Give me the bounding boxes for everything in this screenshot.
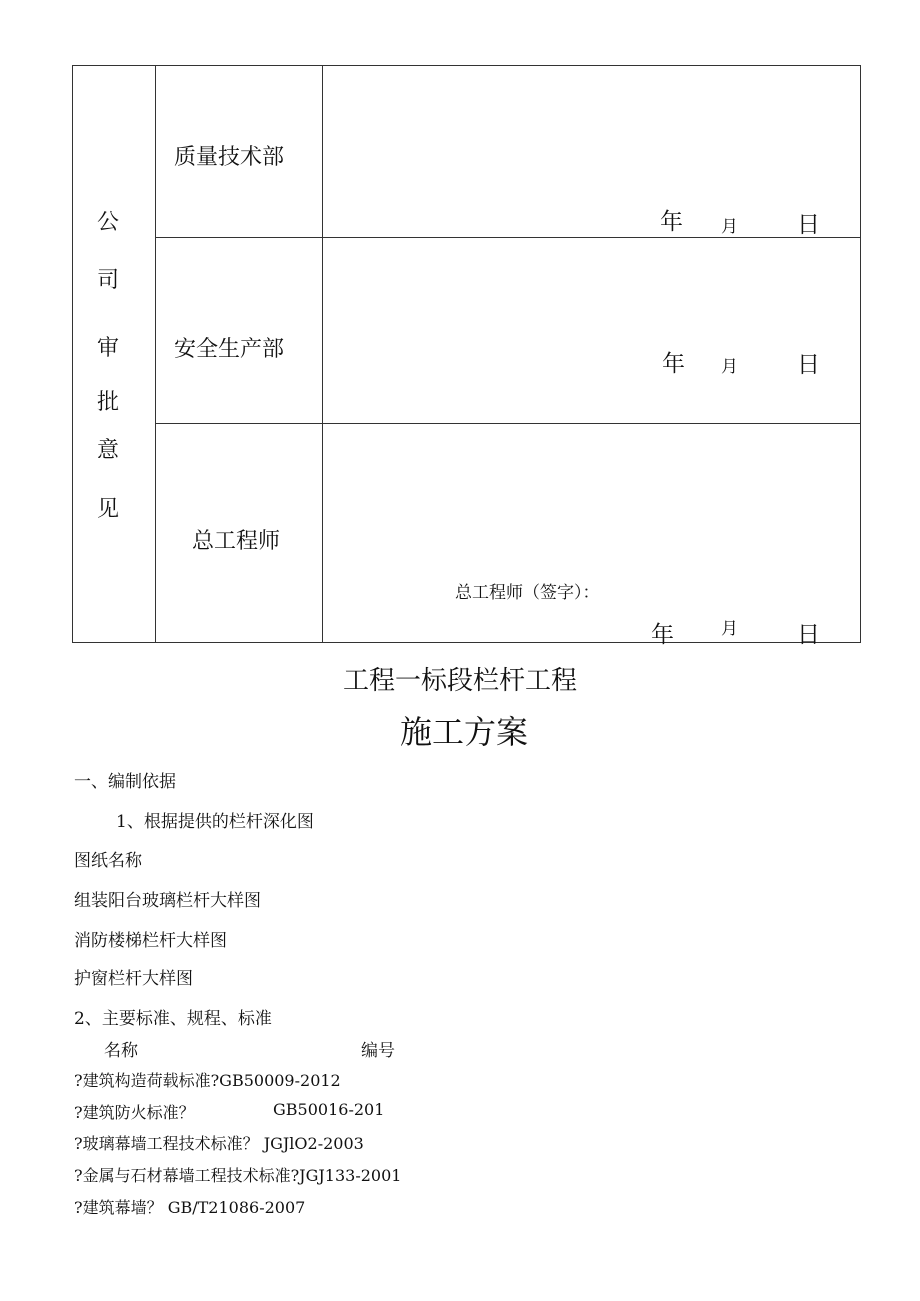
date-month: 月 (721, 619, 738, 639)
list-item: 1、根据提供的栏杆深化图 (116, 812, 314, 832)
standard-name: ?玻璃幕墙工程技术标准？ (74, 1134, 259, 1153)
table-border-left (72, 65, 73, 643)
vertical-heading-char: 司 (97, 268, 120, 293)
vertical-heading-char: 审 (97, 336, 120, 361)
standard-code: JGJ133-2001 (299, 1166, 402, 1185)
table-border-top (72, 65, 861, 66)
standard-name: ?建筑构造荷载标准? (74, 1071, 220, 1090)
standard-code: GB50009-2012 (219, 1071, 341, 1090)
standard-name: ?建筑幕墙？ (74, 1198, 163, 1217)
date-day: 日 (797, 352, 820, 378)
dept-label-chief-engineer: 总工程师 (192, 529, 281, 554)
vertical-heading-char: 批 (97, 390, 120, 415)
standard-row (74, 1195, 305, 1218)
vertical-heading-char: 见 (97, 497, 120, 522)
drawings-heading: 图纸名称 (74, 851, 142, 871)
date-month: 月 (721, 217, 738, 237)
vertical-heading-char: 意 (97, 438, 120, 463)
table-divider-col1 (155, 65, 156, 643)
table-border-bottom (72, 642, 861, 643)
signature-label: 总工程师（签字）： (455, 583, 600, 603)
table-divider-row1 (155, 237, 861, 238)
date-year: 年 (662, 351, 685, 377)
dept-label-quality: 质量技术部 (174, 145, 285, 170)
standard-row (74, 1068, 341, 1091)
date-day: 日 (797, 622, 820, 648)
dept-label-safety: 安全生产部 (174, 337, 285, 362)
standard-row (74, 1131, 364, 1154)
drawing-item: 护窗栏杆大样图 (74, 969, 193, 989)
table-divider-row2 (155, 423, 861, 424)
title-line-1: 工程一标段栏杆工程 (343, 666, 578, 696)
list-item: 2、主要标准、规程、标准 (74, 1009, 272, 1029)
table-divider-col2 (322, 65, 323, 643)
column-header-name: 名称 (104, 1041, 138, 1061)
standard-code: GB/T21086-2007 (167, 1198, 306, 1217)
table-border-right (860, 65, 861, 643)
standard-row (74, 1100, 195, 1123)
standard-row (74, 1163, 401, 1186)
date-month: 月 (721, 357, 738, 377)
section-heading: 一、编制依据 (74, 772, 176, 792)
date-year: 年 (651, 622, 674, 648)
date-year: 年 (660, 209, 683, 235)
standard-code: JGJlO2-2003 (263, 1134, 364, 1153)
date-day: 日 (797, 212, 820, 238)
vertical-heading-char: 公 (97, 210, 120, 235)
drawing-item: 消防楼梯栏杆大样图 (74, 931, 227, 951)
column-header-code: 编号 (361, 1041, 395, 1061)
standard-code: GB50016-201 (273, 1100, 385, 1119)
standard-name: ?金属与石材幕墙工程技术标准? (74, 1166, 300, 1185)
drawing-item: 组装阳台玻璃栏杆大样图 (74, 891, 261, 911)
title-line-2: 施工方案 (400, 713, 529, 751)
standard-name: ?建筑防火标准？ (74, 1103, 195, 1122)
